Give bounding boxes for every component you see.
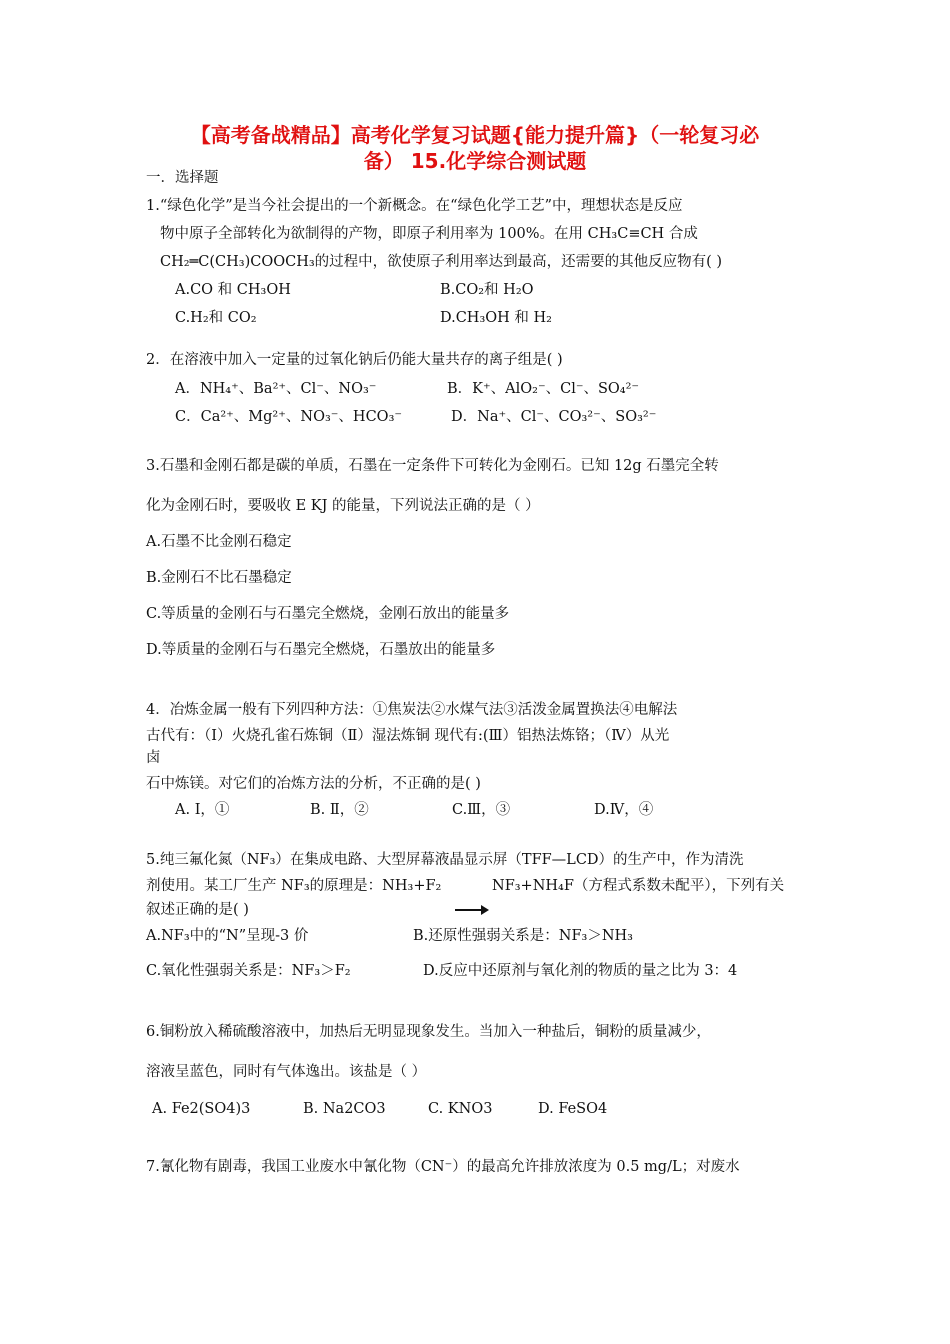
q3-option-c: C.等质量的金刚石与石墨完全燃烧，金刚石放出的能量多 [146,606,510,622]
q5-stem-line-2a: 剂使用。某工厂生产 NF₃的原理是：NH₃+F₂ [146,878,442,894]
q4-stem-line-4: 石中炼镁。对它们的冶炼方法的分析，不正确的是( ) [146,776,481,792]
q2-stem: 2．在溶液中加入一定量的过氧化钠后仍能大量共存的离子组是( ) [146,352,563,368]
q6-option-c: C. KNO3 [428,1101,493,1117]
q4-stem-line-2: 古代有：（Ⅰ）火烧孔雀石炼铜（Ⅱ）湿法炼铜 现代有:(Ⅲ）铝热法炼铬；（Ⅳ）从光 [146,728,670,744]
q1-option-c: C.H₂和 CO₂ [175,310,257,326]
q5-stem-line-2b: NF₃+NH₄F（方程式系数未配平），下列有关 [492,878,785,894]
q5-stem-line-3: 叙述正确的是( ) [146,902,249,918]
q2-option-d: D．Na⁺、Cl⁻、CO₃²⁻、SO₃²⁻ [451,409,657,425]
q6-stem-line-1: 6.铜粉放入稀硫酸溶液中，加热后无明显现象发生。当加入一种盐后，铜粉的质量减少， [146,1024,711,1040]
q7-stem-line-1: 7.氰化物有剧毒，我国工业废水中氰化物（CN⁻）的最高允许排放浓度为 0.5 mg/L；对废水 [146,1159,740,1175]
q3-stem-line-1: 3.石墨和金刚石都是碳的单质，石墨在一定条件下可转化为金刚石。已知 12g 石墨完全转 [146,458,719,474]
section-heading: 一．选择题 [146,170,219,186]
q2-option-c: C．Ca²⁺、Mg²⁺、NO₃⁻、HCO₃⁻ [175,409,403,425]
q3-option-a: A.石墨不比金刚石稳定 [146,534,292,550]
q4-stem-line-1: 4．冶炼金属一般有下列四种方法：①焦炭法②水煤气法③活泼金属置换法④电解法 [146,702,678,718]
q1-option-a: A.CO 和 CH₃OH [175,282,291,298]
q1-option-b: B.CO₂和 H₂O [440,282,534,298]
reaction-arrow-icon [455,909,487,911]
q3-stem-line-2: 化为金刚石时，要吸收 E KJ 的能量，下列说法正确的是（ ） [146,498,540,514]
document-title-line-2: 备） 15.化学综合测试题 [363,149,587,173]
q3-option-b: B.金刚石不比石墨稳定 [146,570,292,586]
q2-option-b: B．K⁺、AlO₂⁻、Cl⁻、SO₄²⁻ [447,381,640,397]
q5-option-a: A.NF₃中的“N”呈现-3 价 [146,928,309,944]
q4-option-b: B. Ⅱ，② [310,802,369,818]
q4-option-a: A. Ⅰ，① [175,802,230,818]
q1-stem-line-3: CH₂═C(CH₃)COOCH₃的过程中，欲使原子利用率达到最高，还需要的其他反应物有( ) [160,254,723,270]
q4-option-c: C.Ⅲ，③ [452,802,511,818]
q5-option-d: D.反应中还原剂与氧化剂的物质的量之比为 3：4 [423,963,738,979]
q5-stem-line-1: 5.纯三氟化氮（NF₃）在集成电路、大型屏幕液晶显示屏（TFF—LCD）的生产中，作为清洗 [146,852,744,868]
q4-stem-line-3: 卤 [146,750,161,766]
q6-option-d: D. FeSO4 [538,1101,608,1117]
q1-stem-line-2: 物中原子全部转化为欲制得的产物，即原子利用率为 100%。在用 CH₃C≡CH 合成 [160,226,698,242]
q2-option-a: A．NH₄⁺、Ba²⁺、Cl⁻、NO₃⁻ [175,381,377,397]
q4-option-d: D.Ⅳ，④ [594,802,654,818]
q6-option-b: B. Na2CO3 [303,1101,386,1117]
q1-stem-line-1: 1.“绿色化学”是当今社会提出的一个新概念。在“绿色化学工艺”中，理想状态是反应 [146,198,683,214]
q1-option-d: D.CH₃OH 和 H₂ [440,310,552,326]
q6-option-a: A. Fe2(SO4)3 [152,1101,251,1117]
document-title-line-1: 【高考备战精品】高考化学复习试题{能力提升篇}（一轮复习必 [190,123,760,147]
q5-option-b: B.还原性强弱关系是：NF₃＞NH₃ [413,928,633,944]
q3-option-d: D.等质量的金刚石与石墨完全燃烧，石墨放出的能量多 [146,642,496,658]
q6-stem-line-2: 溶液呈蓝色，同时有气体逸出。该盐是（ ） [146,1064,427,1080]
q5-option-c: C.氧化性强弱关系是：NF₃＞F₂ [146,963,351,979]
